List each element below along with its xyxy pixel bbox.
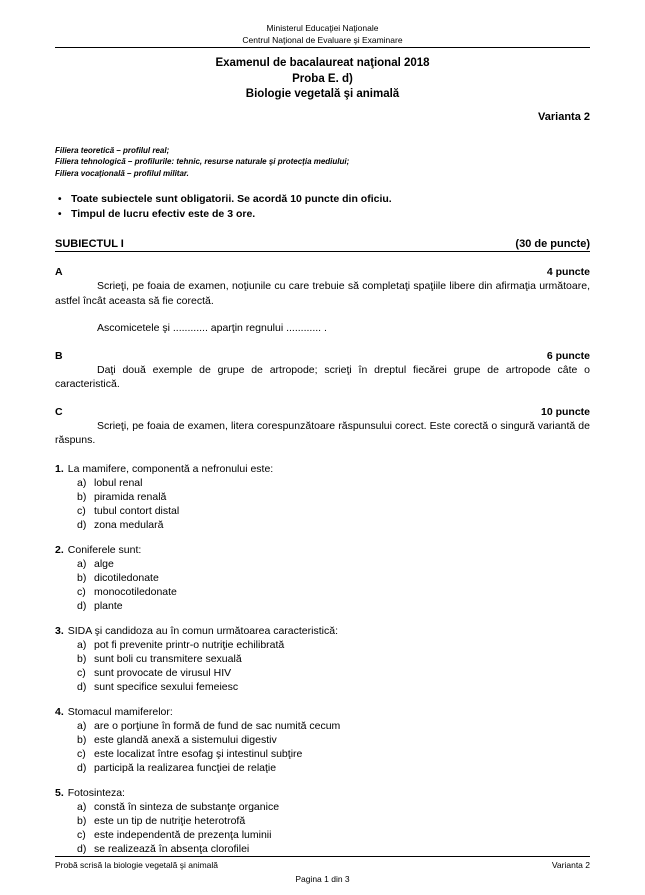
exam-title-line-1: Examenul de bacalaureat naţional 2018 — [215, 57, 430, 69]
question-5 — [55, 786, 590, 856]
section-b-head — [55, 350, 590, 362]
question-2-stem — [55, 543, 590, 557]
bullet-icon: • — [58, 194, 62, 205]
option-text: lobul renal — [94, 476, 143, 489]
option-text: alge — [94, 557, 114, 570]
option-letter: c) — [77, 666, 86, 679]
option-item[interactable] — [55, 828, 590, 842]
option-letter: d) — [77, 842, 87, 855]
question-3-text: SIDA şi candidoza au în comun următoarea caracteristică: — [67, 624, 338, 637]
footer-top-row — [55, 859, 590, 871]
option-text: este glandă anexă a sistemului digestiv — [94, 733, 277, 746]
option-letter: d) — [77, 761, 87, 774]
option-text: constă în sinteza de substanţe organice — [94, 800, 280, 813]
question-1-options — [55, 476, 590, 532]
question-5-number: 5. — [55, 786, 64, 799]
option-item[interactable] — [55, 518, 590, 532]
option-text: tubul contort distal — [94, 504, 180, 517]
option-item[interactable] — [55, 733, 590, 747]
option-letter: a) — [77, 719, 87, 732]
option-text: participă la realizarea funcţiei de relaţie — [94, 761, 277, 774]
option-letter: c) — [77, 828, 86, 841]
question-2-number: 2. — [55, 543, 64, 556]
section-c-letter: C — [55, 405, 63, 418]
variant-label: Varianta 2 — [538, 110, 590, 123]
footer-page-number: Pagina 1 din 3 — [295, 874, 350, 884]
option-letter: c) — [77, 585, 86, 598]
filiera-line-2: Filiera tehnologică – profilurile: tehnic, resurse naturale şi protecţia mediului; — [55, 157, 350, 166]
option-text: monocotiledonate — [94, 585, 177, 598]
section-b-points: 6 puncte — [546, 349, 590, 362]
option-letter: b) — [77, 733, 87, 746]
filiera-line-1: Filiera teoretică – profilul real; — [55, 145, 170, 155]
option-text: zona medulară — [94, 518, 164, 531]
section-c-head — [55, 406, 590, 418]
question-5-options — [55, 800, 590, 856]
question-3 — [55, 624, 590, 694]
question-1-number: 1. — [55, 462, 64, 475]
question-5-text: Fotosinteza: — [67, 786, 125, 799]
option-item[interactable] — [55, 638, 590, 652]
subject-header — [55, 238, 590, 252]
question-3-stem — [55, 624, 590, 638]
section-c — [55, 406, 590, 448]
section-b-body: Daţi două exemple de grupe de artropode; scrieţi în dreptul fiecărei grupe de artropode câte o caracteristică. — [55, 363, 590, 390]
option-text: piramida renală — [94, 490, 167, 503]
bullet-icon: • — [58, 209, 62, 220]
option-letter: a) — [77, 638, 87, 651]
multiple-choice-questions — [55, 462, 590, 856]
option-item[interactable] — [55, 842, 590, 856]
option-letter: b) — [77, 571, 87, 584]
option-item[interactable] — [55, 571, 590, 585]
option-item[interactable] — [55, 761, 590, 775]
question-1-stem — [55, 462, 590, 476]
subject-points: (30 de puncte) — [515, 238, 590, 250]
question-3-number: 3. — [55, 624, 64, 637]
option-letter: c) — [77, 747, 86, 760]
option-letter: b) — [77, 652, 87, 665]
option-item[interactable] — [55, 747, 590, 761]
option-letter: d) — [77, 518, 87, 531]
option-text: sunt provocate de virusul HIV — [94, 666, 232, 679]
option-letter: a) — [77, 800, 87, 813]
option-text: este independentă de prezenţa luminii — [94, 828, 272, 841]
option-item[interactable] — [55, 490, 590, 504]
option-letter: a) — [77, 557, 87, 570]
filiera-block — [55, 145, 590, 180]
section-b-letter: B — [55, 349, 63, 362]
question-4-text: Stomacul mamiferelor: — [67, 705, 173, 718]
option-item[interactable] — [55, 557, 590, 571]
section-a-fill-in-statement: Ascomicetele şi ............ aparţin regnului ............ . — [97, 322, 327, 334]
instruction-text: Toate subiectele sunt obligatorii. Se acordă 10 puncte din oficiu. — [71, 193, 392, 205]
instruction-item — [55, 207, 590, 222]
option-letter: b) — [77, 814, 87, 827]
option-item[interactable] — [55, 719, 590, 733]
footer-variant-label: Varianta 2 — [551, 860, 590, 870]
option-item[interactable] — [55, 652, 590, 666]
section-c-points: 10 puncte — [540, 405, 590, 418]
instruction-text: Timpul de lucru efectiv este de 3 ore. — [71, 208, 256, 220]
option-item[interactable] — [55, 800, 590, 814]
option-item[interactable] — [55, 680, 590, 694]
option-text: pot fi prevenite printr-o nutriţie echilibrată — [94, 638, 285, 651]
question-3-options — [55, 638, 590, 694]
question-4-stem — [55, 705, 590, 719]
section-a — [55, 266, 590, 336]
exam-title-line-2: Proba E. d) — [292, 72, 353, 85]
option-item[interactable] — [55, 599, 590, 613]
option-text: are o porţiune în formă de fund de sac numită cecum — [94, 719, 341, 732]
subject-label: SUBIECTUL I — [55, 238, 124, 250]
instructions-list — [55, 192, 590, 222]
masthead — [55, 0, 590, 48]
footer-exam-label: Probă scrisă la biologie vegetală şi animală — [55, 860, 219, 870]
option-text: dicotiledonate — [94, 571, 159, 584]
section-a-points: 4 puncte — [546, 266, 590, 278]
page-footer — [55, 856, 590, 885]
option-text: plante — [94, 599, 123, 612]
section-b — [55, 350, 590, 392]
option-letter: d) — [77, 680, 87, 693]
option-letter: d) — [77, 599, 87, 612]
question-4-number: 4. — [55, 705, 64, 718]
option-letter: b) — [77, 490, 87, 503]
option-text: este localizat între esofag şi intestinul subţire — [94, 747, 303, 760]
option-item[interactable] — [55, 476, 590, 490]
question-2 — [55, 543, 590, 613]
option-text: se realizează în absenţa clorofilei — [94, 842, 250, 855]
section-a-head — [55, 266, 590, 278]
option-item[interactable] — [55, 814, 590, 828]
option-letter: c) — [77, 504, 86, 517]
exam-title-line-3: Biologie vegetală şi animală — [245, 88, 400, 100]
option-text: este un tip de nutriţie heterotrofă — [94, 814, 246, 827]
filiera-line-3: Filiera vocaţională – profilul militar. — [55, 168, 189, 178]
option-letter: a) — [77, 476, 87, 489]
section-a-body: Scrieţi, pe foaia de examen, noţiunile cu care trebuie să completaţi spaţiile libere din afirmaţia următoare, astfel încât aceasta să fie corectă. — [55, 280, 590, 307]
option-text: sunt specifice sexului femeiesc — [94, 680, 239, 693]
option-item[interactable] — [55, 666, 590, 680]
evaluation-center-name: Centrul Naţional de Evaluare şi Examinare — [242, 35, 403, 45]
question-1-text: La mamifere, componentă a nefronului este: — [67, 462, 274, 475]
exam-title — [55, 56, 590, 103]
question-5-stem — [55, 786, 590, 800]
question-2-options — [55, 557, 590, 613]
question-4 — [55, 705, 590, 775]
instruction-item — [55, 192, 590, 207]
section-c-body: Scrieţi, pe foaia de examen, litera corespunzătoare răspunsului corect. Este corectă o singură variantă de răspuns. — [55, 419, 590, 446]
ministry-name: Ministerul Educaţiei Naţionale — [266, 23, 379, 33]
option-item[interactable] — [55, 585, 590, 599]
question-1 — [55, 462, 590, 532]
question-4-options — [55, 719, 590, 775]
question-2-text: Coniferele sunt: — [67, 543, 142, 556]
section-a-letter: A — [55, 266, 63, 278]
option-item[interactable] — [55, 504, 590, 518]
option-text: sunt boli cu transmitere sexuală — [94, 652, 242, 665]
masthead-divider — [55, 47, 590, 48]
